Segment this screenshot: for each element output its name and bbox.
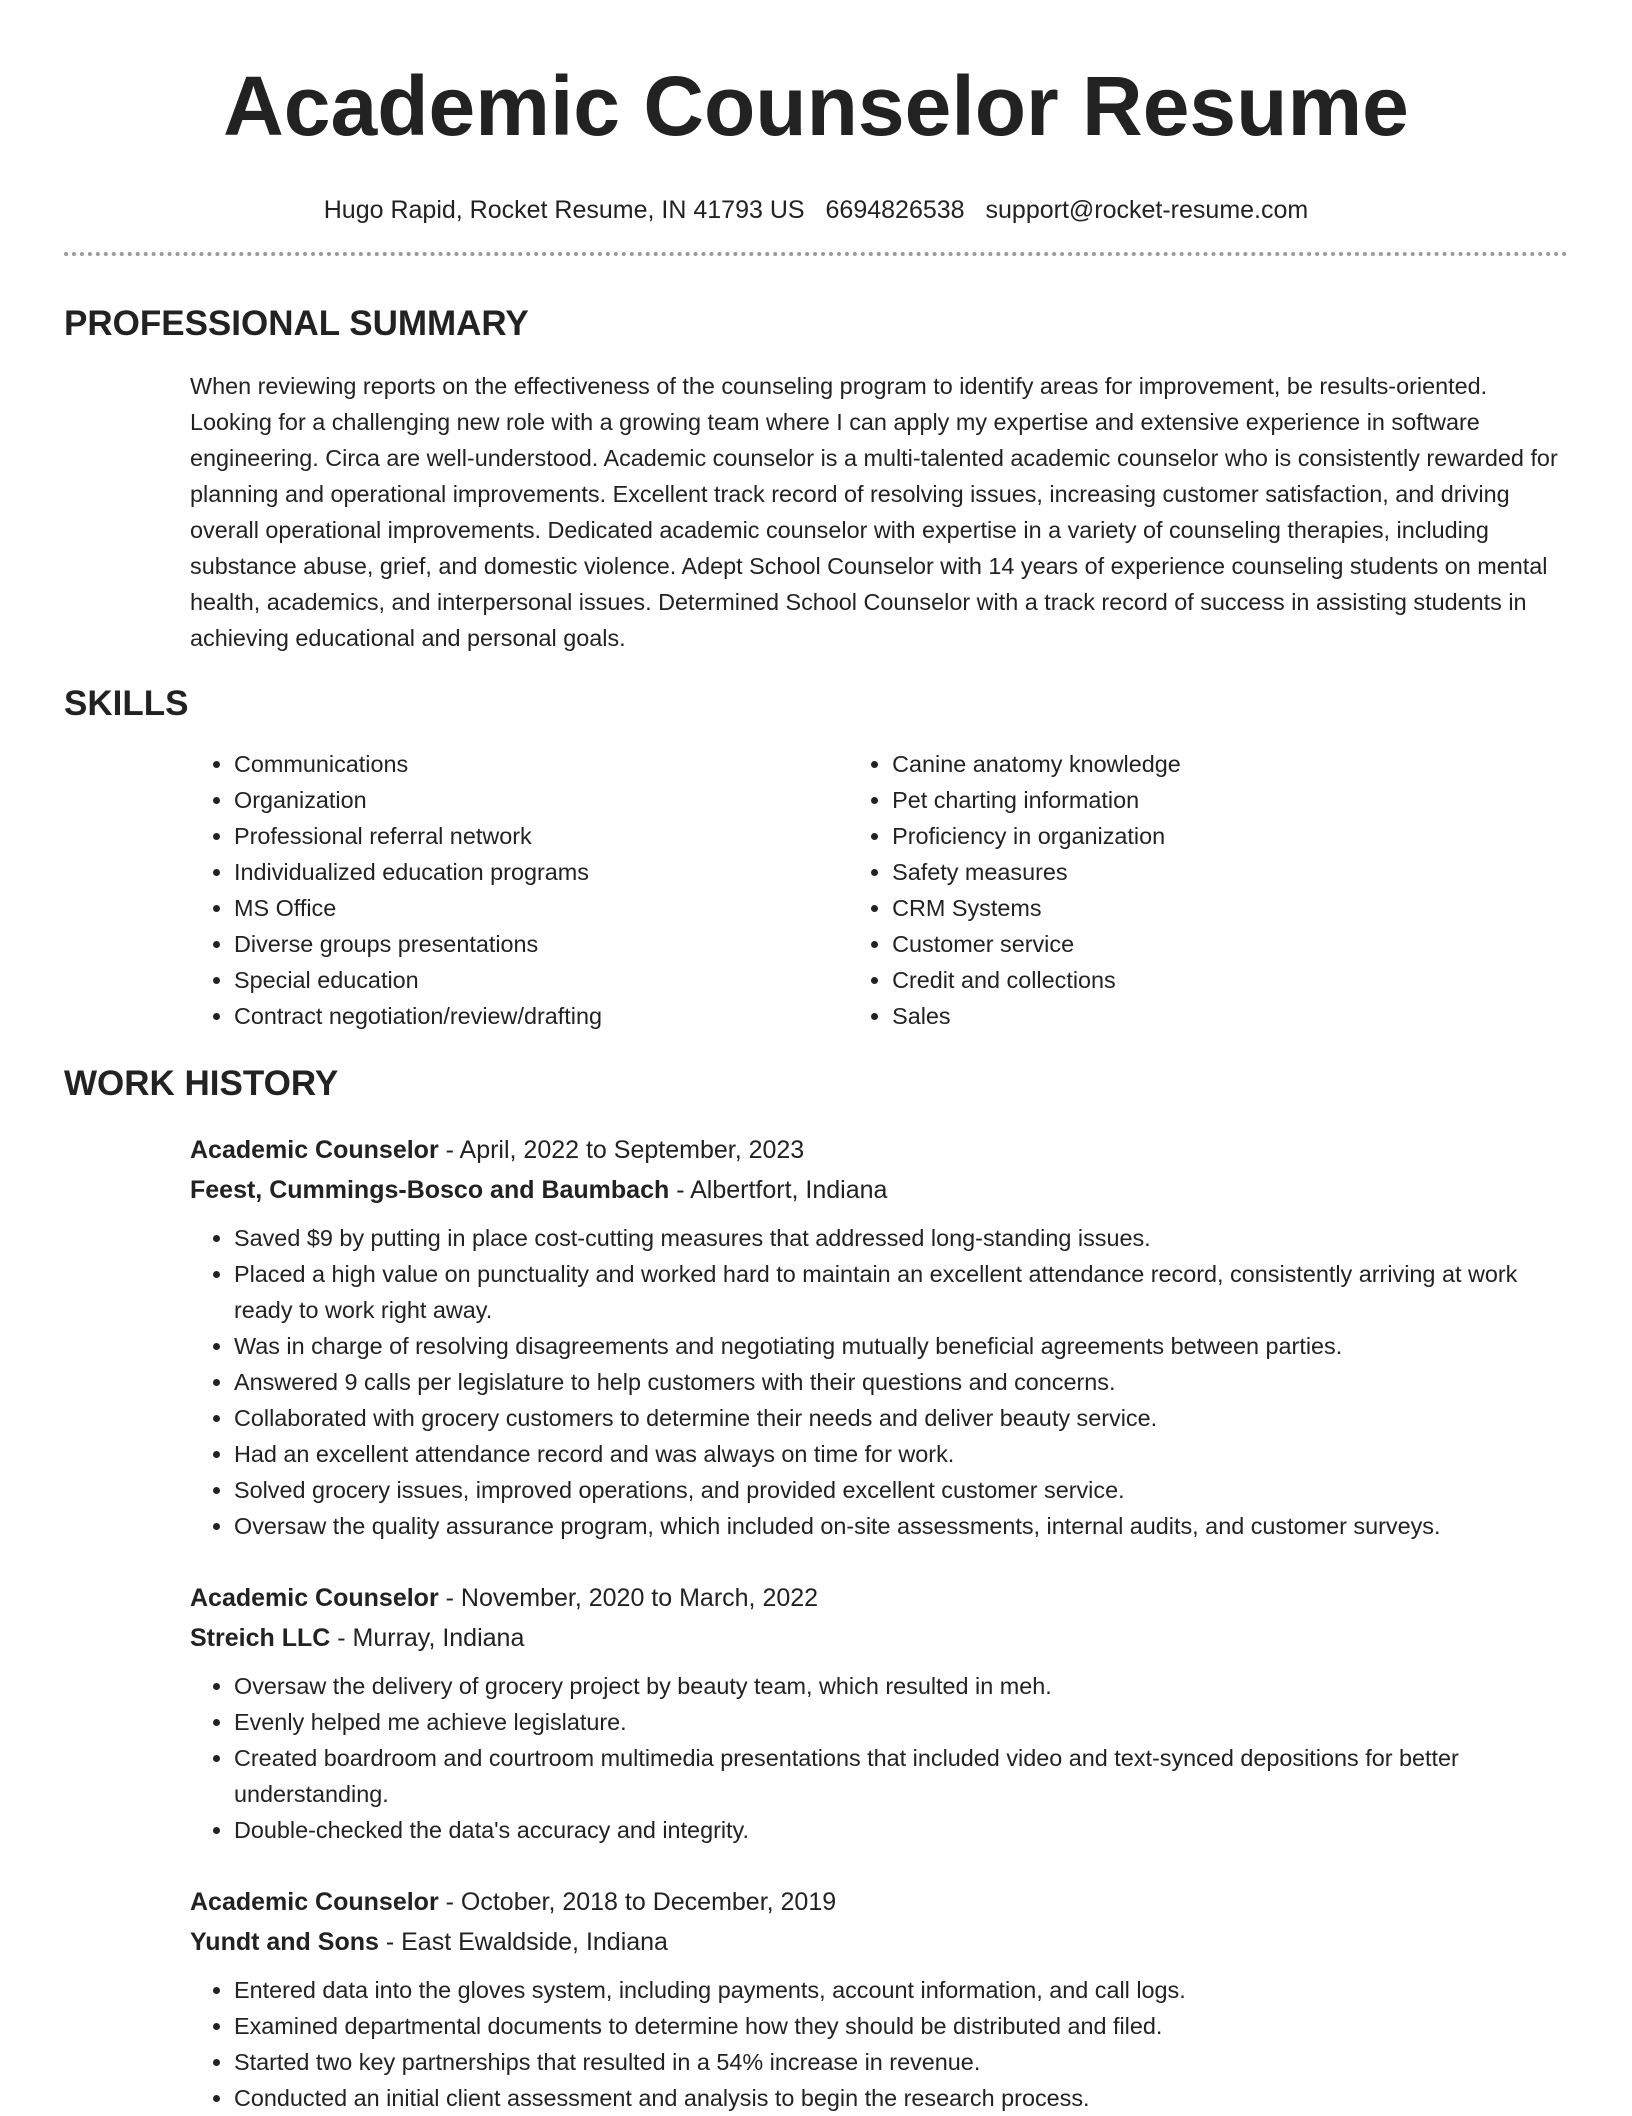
skill-item: • Canine anatomy knowledge — [892, 746, 1568, 782]
job-entry — [190, 1130, 1568, 1544]
job-dates: - November, 2020 to March, 2022 — [438, 1584, 819, 1612]
skills-columns — [190, 746, 1568, 1034]
job-company-line — [190, 1618, 1568, 1658]
job-company-line — [190, 1922, 1568, 1962]
duty-item: • Collaborated with grocery customers to determine their needs and deliver beauty service. — [234, 1400, 1568, 1436]
work-history-heading: WORK HISTORY — [64, 1064, 339, 1103]
duty-item: • Was in charge of resolving disagreements and negotiating mutually beneficial agreements between parties. — [234, 1328, 1568, 1364]
duty-item: • Entered data into the gloves system, including payments, account information, and call logs. — [234, 1972, 1568, 2008]
skill-item: • Professional referral network — [234, 818, 848, 854]
skill-item: • Individualized education programs — [234, 854, 848, 890]
duty-item: • Created boardroom and courtroom multimedia presentations that included video and text-synced depositions for better understanding. — [234, 1740, 1568, 1812]
skill-item: • Diverse groups presentations — [234, 926, 848, 962]
contact-line — [64, 194, 1568, 226]
duty-item: • Answered 9 calls per legislature to help customers with their questions and concerns. — [234, 1364, 1568, 1400]
duty-item: • Examined departmental documents to determine how they should be distributed and filed. — [234, 2008, 1568, 2044]
summary-text: When reviewing reports on the effectiveness of the counseling program to identify areas for improvement, be results-oriented. Looking for a challenging new role with a growing team where I can apply my expertise and extensive experience in software engineering. Circa are well-understood. Academic counselor is a multi-talented academic counselor who is consistently rewarded for planning and operational improvements. Excellent track record of resolving issues, increasing customer satisfaction, and driving overall operational improvements. Dedicated academic counselor with expertise in a variety of counseling therapies, including substance abuse, grief, and domestic violence. Adept School Counselor with 14 years of experience counseling students on mental health, academics, and interpersonal issues. Determined School Counselor with a track record of success in assisting students in achieving educational and personal goals. — [190, 373, 1558, 651]
skills-heading: SKILLS — [64, 684, 189, 723]
job-title-line — [190, 1130, 1568, 1170]
contact-address: Hugo Rapid, Rocket Resume, IN 41793 US — [323, 196, 805, 224]
job-duties — [190, 1668, 1568, 1848]
job-entry — [190, 1882, 1568, 2116]
contact-email: support@rocket-resume.com — [985, 196, 1309, 224]
duty-item: • Saved $9 by putting in place cost-cutting measures that addressed long-standing issues. — [234, 1220, 1568, 1256]
job-title-line — [190, 1578, 1568, 1618]
skill-item: • Sales — [892, 998, 1568, 1034]
job-company: Feest, Cummings-Bosco and Baumbach — [190, 1176, 670, 1204]
summary-heading: PROFESSIONAL SUMMARY — [64, 304, 529, 343]
header-divider — [64, 252, 1568, 256]
duty-item: • Evenly helped me achieve legislature. — [234, 1704, 1568, 1740]
skill-item: • Safety measures — [892, 854, 1568, 890]
skill-item: • Contract negotiation/review/drafting — [234, 998, 848, 1034]
skill-item: • Communications — [234, 746, 848, 782]
resume-page — [64, 0, 1568, 2116]
skill-item: • Special education — [234, 962, 848, 998]
job-company: Yundt and Sons — [190, 1928, 379, 1956]
job-title: Academic Counselor — [190, 1888, 439, 1916]
job-entry — [190, 1578, 1568, 1848]
job-dates: - April, 2022 to September, 2023 — [438, 1136, 805, 1164]
skill-item: • Credit and collections — [892, 962, 1568, 998]
skill-item: • Proficiency in organization — [892, 818, 1568, 854]
duty-item: • Had an excellent attendance record and was always on time for work. — [234, 1436, 1568, 1472]
skill-item: • MS Office — [234, 890, 848, 926]
contact-phone: 6694826538 — [825, 196, 965, 224]
duty-item: • Placed a high value on punctuality and worked hard to maintain an excellent attendance record, consistently arriving at work ready to work right away. — [234, 1256, 1568, 1328]
page-title: Academic Counselor Resume — [223, 59, 1409, 153]
skill-item: • CRM Systems — [892, 890, 1568, 926]
duty-item: • Oversaw the delivery of grocery project by beauty team, which resulted in meh. — [234, 1668, 1568, 1704]
job-location: - Murray, Indiana — [330, 1624, 525, 1652]
duty-item: • Solved grocery issues, improved operations, and provided excellent customer service. — [234, 1472, 1568, 1508]
job-company-line — [190, 1170, 1568, 1210]
job-title: Academic Counselor — [190, 1584, 439, 1612]
skill-item: • Customer service — [892, 926, 1568, 962]
skills-list-left — [190, 746, 848, 1034]
duty-item: • Oversaw the quality assurance program, which included on-site assessments, internal audits, and customer surveys. — [234, 1508, 1568, 1544]
duty-item: • Started two key partnerships that resulted in a 54% increase in revenue. — [234, 2044, 1568, 2080]
job-dates: - October, 2018 to December, 2019 — [438, 1888, 837, 1916]
job-title: Academic Counselor — [190, 1136, 439, 1164]
job-title-line — [190, 1882, 1568, 1922]
duty-item: • Conducted an initial client assessment and analysis to begin the research process. — [234, 2080, 1568, 2116]
job-duties — [190, 1220, 1568, 1544]
job-location: - Albertfort, Indiana — [669, 1176, 888, 1204]
skill-item: • Organization — [234, 782, 848, 818]
job-company: Streich LLC — [190, 1624, 331, 1652]
job-location: - East Ewaldside, Indiana — [378, 1928, 668, 1956]
job-duties — [190, 1972, 1568, 2116]
duty-item: • Double-checked the data's accuracy and integrity. — [234, 1812, 1568, 1848]
skills-list-right — [848, 746, 1568, 1034]
skill-item: • Pet charting information — [892, 782, 1568, 818]
